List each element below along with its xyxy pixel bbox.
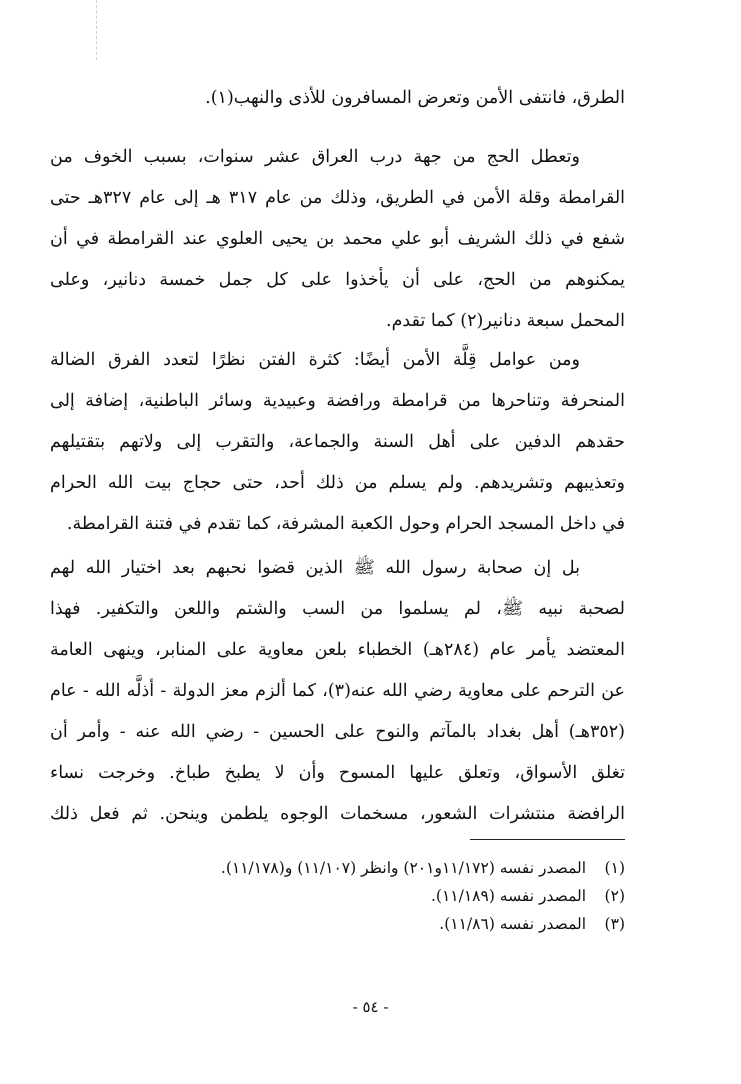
text-line: المعتضد يأمر عام (٢٨٤هـ) الخطباء بلعن معاوية على المنابر، وينهى العامة: [50, 640, 625, 660]
text-line: عن الترحم على معاوية رضي الله عنه(٣)، كما ألزم معز الدولة - أذلَّه الله - عام: [50, 681, 625, 701]
scan-fold-mark: [96, 0, 97, 60]
footnote-separator: [470, 839, 625, 840]
paragraph-4: [50, 548, 625, 835]
text-line: الطرق، فانتفى الأمن وتعرض المسافرون للأذى والنهب(١).: [205, 88, 625, 108]
paragraph-1: [50, 78, 625, 119]
footnote-2: [50, 882, 625, 910]
text-line: (٣٥٢هـ) أهل بغداد بالمآتم والنوح على الحسين - رضي الله عنه - وأمر أن: [50, 722, 625, 742]
paragraph-2: [50, 137, 625, 342]
text-line: في داخل المسجد الحرام وحول الكعبة المشرفة، كما تقدم في فتنة القرامطة.: [66, 514, 625, 534]
text-line: ومن عوامل قِلَّة الأمن أيضًا: كثرة الفتن نظرًا لتعدد الفرق الضالة: [50, 350, 580, 370]
text-line: يمكنوهم من الحج، على أن يأخذوا على كل جمل خمسة دنانير، وعلى: [50, 270, 625, 290]
text-line: المنحرفة وتناحرها من قرامطة ورافضة وعبيدية وسائر الباطنية، إضافة إلى: [50, 391, 625, 411]
footnotes: [50, 854, 625, 938]
text-line: حقدهم الدفين على أهل السنة والجماعة، والتقرب إلى ولاتهم بتقتيلهم: [50, 432, 625, 452]
text-line: تغلق الأسواق، وتعلق عليها المسوح وأن لا يطبخ طباخ. وخرجت نساء: [50, 763, 625, 783]
page-number: - ٥٤ -: [352, 998, 389, 1016]
footnote-number: (٢): [604, 887, 625, 905]
footnote-text: المصدر نفسه (١١/١٧٢و٢٠١) وانظر (١١/١٠٧) و(١١/١٧٨).: [220, 859, 587, 877]
footnote-number: (١): [604, 859, 625, 877]
footnote-number: (٣): [604, 915, 625, 933]
footnote-1: [50, 854, 625, 882]
text-line: لصحبة نبيه ﷺ، لم يسلموا من السب والشتم واللعن والتكفير. فهذا: [50, 599, 625, 619]
text-line: القرامطة وقلة الأمن في الطريق، وذلك من عام ٣١٧ هـ إلى عام ٣٢٧هـ حتى: [50, 188, 625, 208]
text-line: وتعذيبهم وتشريدهم. ولم يسلم من ذلك أحد، حتى حجاج بيت الله الحرام: [50, 473, 625, 493]
text-line: الرافضة منتشرات الشعور، مسخمات الوجوه يلطمن وينحن. ثم فعل ذلك: [50, 804, 625, 824]
footnote-text: المصدر نفسه (١١/٨٦).: [439, 915, 587, 933]
text-line: بل إن صحابة رسول الله ﷺ الذين قضوا نحبهم بعد اختيار الله لهم: [50, 558, 580, 578]
footnote-3: [50, 910, 625, 938]
footnote-text: المصدر نفسه (١١/١٨٩).: [430, 887, 587, 905]
text-line: المحمل سبعة دنانير(٢) كما تقدم.: [386, 311, 625, 331]
paragraph-3: [50, 340, 625, 545]
text-line: وتعطل الحج من جهة درب العراق عشر سنوات، بسبب الخوف من: [50, 147, 580, 167]
text-line: شفع في ذلك الشريف أبو علي محمد بن يحيى العلوي عند القرامطة في أن: [50, 229, 625, 249]
